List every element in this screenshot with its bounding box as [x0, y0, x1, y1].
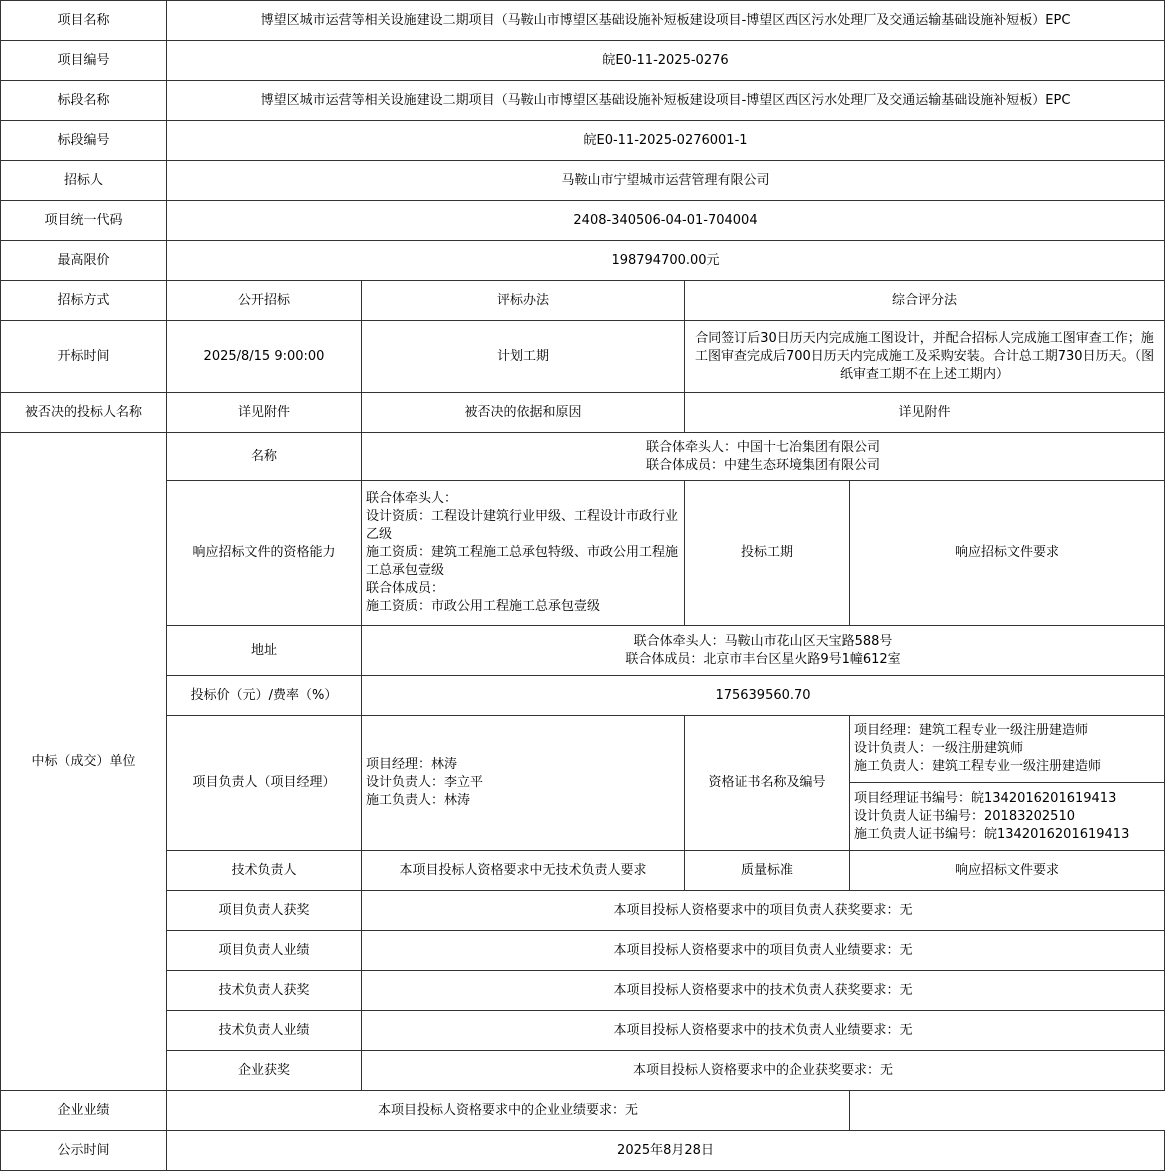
- row-open-time: [1, 321, 1165, 393]
- label-unified-code: 项目统一代码: [1, 201, 167, 241]
- value-cert-names: [850, 716, 1165, 783]
- value-pm-awards: 本项目投标人资格要求中的项目负责人获奖要求：无: [362, 891, 1165, 931]
- label-tenderer: 招标人: [1, 161, 167, 201]
- cert-name-line: 施工负责人：建筑工程专业一级注册建造师: [854, 759, 1102, 774]
- row-bid-price: [1, 676, 1165, 716]
- label-max-price: 最高限价: [1, 241, 167, 281]
- value-rejected-reason: 详见附件: [685, 393, 1165, 433]
- label-tech-awards: 技术负责人获奖: [167, 971, 362, 1011]
- label-tech-lead: 技术负责人: [167, 851, 362, 891]
- label-rejected-name: 被否决的投标人名称: [1, 393, 167, 433]
- qualification-line: 联合体牵头人：: [366, 491, 458, 506]
- row-project-name: [1, 1, 1165, 41]
- row-publish-time: [1, 1131, 1165, 1171]
- value-project-name: 博望区城市运营等相关设施建设二期项目（马鞍山市博望区基础设施补短板建设项目-博望区西区污水处理厂及交通运输基础设施补短板）EPC: [167, 1, 1165, 41]
- cert-number-line: 设计负责人证书编号：20183202510: [854, 808, 1075, 824]
- row-pm: [1, 716, 1165, 783]
- label-ent-perf: 企业业绩: [1, 1091, 167, 1131]
- cert-name-line: 项目经理：建筑工程专业一级注册建造师: [854, 723, 1089, 738]
- pm-line: 施工负责人：林涛: [366, 793, 471, 808]
- row-ent-awards: [1, 1051, 1165, 1091]
- label-bid-method: 招标方式: [1, 281, 167, 321]
- row-max-price: [1, 241, 1165, 281]
- label-bid-price: 投标价（元）/费率（%）: [167, 676, 362, 716]
- label-quality: 质量标准: [685, 851, 850, 891]
- winner-lead: 联合体牵头人：中国十七冶集团有限公司: [646, 439, 881, 455]
- label-publish-time: 公示时间: [1, 1131, 167, 1171]
- cert-name-line: 设计负责人：一级注册建筑师: [854, 741, 1024, 756]
- cert-number-line: 项目经理证书编号：皖1342016201619413: [854, 790, 1117, 806]
- label-pm-perf: 项目负责人业绩: [167, 931, 362, 971]
- label-qualification: 响应招标文件的资格能力: [167, 481, 362, 626]
- row-section-no: [1, 121, 1165, 161]
- pm-line: 项目经理：林涛: [366, 757, 458, 772]
- winner-member: 联合体成员：中建生态环境集团有限公司: [646, 457, 881, 473]
- qualification-line: 施工资质：建筑工程施工总承包特级、市政公用工程施工总承包壹级: [366, 545, 679, 578]
- address-member: 联合体成员：北京市丰台区星火路9号1幢612室: [625, 651, 901, 667]
- value-tech-awards: 本项目投标人资格要求中的技术负责人获奖要求：无: [362, 971, 1165, 1011]
- label-section-name: 标段名称: [1, 81, 167, 121]
- label-name: 名称: [167, 433, 362, 481]
- value-pm: [362, 716, 685, 851]
- row-unified-code: [1, 201, 1165, 241]
- row-pm-awards: [1, 891, 1165, 931]
- value-publish-time: 2025年8月28日: [167, 1131, 1165, 1171]
- address-lead: 联合体牵头人：马鞍山市花山区天宝路588号: [633, 633, 893, 649]
- row-tech-lead: [1, 851, 1165, 891]
- label-rejected-reason: 被否决的依据和原因: [362, 393, 685, 433]
- row-pm-perf: [1, 931, 1165, 971]
- row-tech-perf: [1, 1011, 1165, 1051]
- value-section-no: 皖E0-11-2025-0276001-1: [167, 121, 1165, 161]
- value-project-no: 皖E0-11-2025-0276: [167, 41, 1165, 81]
- row-qualification: [1, 481, 1165, 626]
- value-ent-awards: 本项目投标人资格要求中的企业获奖要求：无: [362, 1051, 1165, 1091]
- row-ent-perf: [1, 1091, 1165, 1131]
- value-cert-numbers: [850, 783, 1165, 851]
- row-tenderer: [1, 161, 1165, 201]
- row-section-name: [1, 81, 1165, 121]
- qualification-line: 联合体成员：: [366, 581, 445, 596]
- label-project-name: 项目名称: [1, 1, 167, 41]
- label-bid-period: 投标工期: [685, 481, 850, 626]
- value-ent-perf: 本项目投标人资格要求中的企业业绩要求：无: [167, 1091, 850, 1131]
- label-section-no: 标段编号: [1, 121, 167, 161]
- label-plan-period: 计划工期: [362, 321, 685, 393]
- value-tenderer: 马鞍山市宁望城市运营管理有限公司: [167, 161, 1165, 201]
- value-max-price: 198794700.00元: [167, 241, 1165, 281]
- value-open-time: 2025/8/15 9:00:00: [167, 321, 362, 393]
- value-address: [362, 626, 1165, 676]
- value-section-name: 博望区城市运营等相关设施建设二期项目（马鞍山市博望区基础设施补短板建设项目-博望区西区污水处理厂及交通运输基础设施补短板）EPC: [167, 81, 1165, 121]
- label-ent-awards: 企业获奖: [167, 1051, 362, 1091]
- label-pm: 项目负责人（项目经理）: [167, 716, 362, 851]
- label-pm-awards: 项目负责人获奖: [167, 891, 362, 931]
- value-bid-price: 175639560.70: [362, 676, 1165, 716]
- cert-number-line: 施工负责人证书编号：皖1342016201619413: [854, 826, 1130, 842]
- value-bid-period: 响应招标文件要求: [850, 481, 1165, 626]
- label-project-no: 项目编号: [1, 41, 167, 81]
- qualification-line: 设计资质：工程设计建筑行业甲级、工程设计市政行业乙级: [366, 509, 679, 542]
- value-winner-name: [362, 433, 1165, 481]
- value-pm-perf: 本项目投标人资格要求中的项目负责人业绩要求：无: [362, 931, 1165, 971]
- value-tech-lead: 本项目投标人资格要求中无技术负责人要求: [362, 851, 685, 891]
- value-bid-method: 公开招标: [167, 281, 362, 321]
- row-tech-awards: [1, 971, 1165, 1011]
- row-address: [1, 626, 1165, 676]
- row-rejected: [1, 393, 1165, 433]
- label-eval-method: 评标办法: [362, 281, 685, 321]
- value-qualification: [362, 481, 685, 626]
- label-open-time: 开标时间: [1, 321, 167, 393]
- value-eval-method: 综合评分法: [685, 281, 1165, 321]
- value-plan-period: 合同签订后30日历天内完成施工图设计，并配合招标人完成施工图审查工作；施工图审查完成后700日历天内完成施工及采购安装。合计总工期730日历天。（图纸审查工期不在上述工期内）: [685, 321, 1165, 393]
- qualification-line: 施工资质：市政公用工程施工总承包壹级: [366, 599, 601, 614]
- value-rejected-name: 详见附件: [167, 393, 362, 433]
- value-unified-code: 2408-340506-04-01-704004: [167, 201, 1165, 241]
- label-address: 地址: [167, 626, 362, 676]
- label-cert: 资格证书名称及编号: [685, 716, 850, 851]
- label-winner: 中标（成交）单位: [1, 433, 167, 1091]
- pm-line: 设计负责人：李立平: [366, 775, 484, 790]
- row-bid-method: [1, 281, 1165, 321]
- label-tech-perf: 技术负责人业绩: [167, 1011, 362, 1051]
- row-winner-name: [1, 433, 1165, 481]
- row-project-no: [1, 41, 1165, 81]
- value-tech-perf: 本项目投标人资格要求中的技术负责人业绩要求：无: [362, 1011, 1165, 1051]
- value-quality: 响应招标文件要求: [850, 851, 1165, 891]
